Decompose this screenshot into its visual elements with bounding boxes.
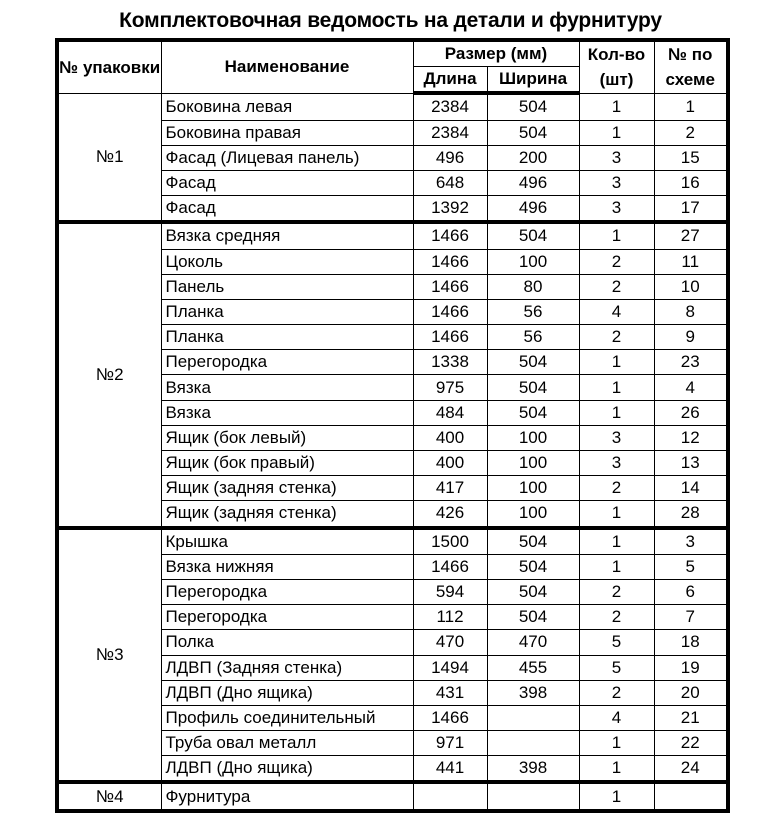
scheme-number: 13 xyxy=(654,451,728,476)
document-title: Комплектовочная ведомость на детали и фурнитуру xyxy=(119,9,662,32)
part-name: Труба овал металл xyxy=(161,731,413,756)
header-length: Длина xyxy=(413,67,487,94)
width: 398 xyxy=(487,756,579,783)
part-name: Ящик (задняя стенка) xyxy=(161,501,413,528)
length: 648 xyxy=(413,170,487,195)
quantity: 1 xyxy=(579,782,654,810)
quantity: 4 xyxy=(579,705,654,730)
scheme-number: 24 xyxy=(654,756,728,783)
part-name: Вязка нижняя xyxy=(161,554,413,579)
part-name: Фасад xyxy=(161,170,413,195)
quantity: 3 xyxy=(579,145,654,170)
scheme-number: 28 xyxy=(654,501,728,528)
width: 504 xyxy=(487,528,579,555)
scheme-number: 15 xyxy=(654,145,728,170)
package-number: №1 xyxy=(57,93,161,222)
width xyxy=(487,782,579,810)
part-name: Крышка xyxy=(161,528,413,555)
parts-table xyxy=(55,38,730,813)
scheme-number: 18 xyxy=(654,630,728,655)
length: 426 xyxy=(413,501,487,528)
length: 971 xyxy=(413,731,487,756)
part-name: Боковина левая xyxy=(161,93,413,120)
quantity: 1 xyxy=(579,350,654,375)
scheme-number: 3 xyxy=(654,528,728,555)
width: 100 xyxy=(487,501,579,528)
width xyxy=(487,731,579,756)
scheme-number: 26 xyxy=(654,400,728,425)
scheme-number: 10 xyxy=(654,274,728,299)
package-number: №4 xyxy=(57,782,161,810)
length: 1500 xyxy=(413,528,487,555)
quantity: 2 xyxy=(579,680,654,705)
part-name: ЛДВП (Дно ящика) xyxy=(161,680,413,705)
width: 504 xyxy=(487,554,579,579)
header-pack: № упаковки xyxy=(57,40,161,93)
quantity: 1 xyxy=(579,120,654,145)
scheme-number: 1 xyxy=(654,93,728,120)
part-name: Перегородка xyxy=(161,350,413,375)
scheme-number: 6 xyxy=(654,579,728,604)
length: 431 xyxy=(413,680,487,705)
part-name: Фурнитура xyxy=(161,782,413,810)
length: 1466 xyxy=(413,249,487,274)
length: 975 xyxy=(413,375,487,400)
part-name: Боковина правая xyxy=(161,120,413,145)
width: 100 xyxy=(487,249,579,274)
quantity: 5 xyxy=(579,630,654,655)
width: 56 xyxy=(487,325,579,350)
quantity: 2 xyxy=(579,605,654,630)
width: 56 xyxy=(487,299,579,324)
part-name: Вязка xyxy=(161,375,413,400)
width: 100 xyxy=(487,425,579,450)
quantity: 2 xyxy=(579,274,654,299)
width: 100 xyxy=(487,451,579,476)
scheme-number: 19 xyxy=(654,655,728,680)
length: 400 xyxy=(413,451,487,476)
quantity: 1 xyxy=(579,554,654,579)
length: 112 xyxy=(413,605,487,630)
width: 80 xyxy=(487,274,579,299)
part-name: Перегородка xyxy=(161,579,413,604)
width: 470 xyxy=(487,630,579,655)
quantity: 2 xyxy=(579,325,654,350)
length: 1466 xyxy=(413,325,487,350)
width: 496 xyxy=(487,170,579,195)
quantity: 1 xyxy=(579,93,654,120)
quantity: 5 xyxy=(579,655,654,680)
width: 504 xyxy=(487,605,579,630)
scheme-number: 12 xyxy=(654,425,728,450)
length xyxy=(413,782,487,810)
scheme-number: 14 xyxy=(654,476,728,501)
width: 504 xyxy=(487,222,579,249)
part-name: Перегородка xyxy=(161,605,413,630)
header-qty: Кол-во (шт) xyxy=(579,40,654,93)
length: 2384 xyxy=(413,120,487,145)
quantity: 2 xyxy=(579,476,654,501)
part-name: Панель xyxy=(161,274,413,299)
part-name: Цоколь xyxy=(161,249,413,274)
part-name: Вязка средняя xyxy=(161,222,413,249)
length: 594 xyxy=(413,579,487,604)
scheme-number: 27 xyxy=(654,222,728,249)
part-name: Ящик (бок левый) xyxy=(161,425,413,450)
length: 1466 xyxy=(413,222,487,249)
length: 417 xyxy=(413,476,487,501)
part-name: Ящик (задняя стенка) xyxy=(161,476,413,501)
part-name: Полка xyxy=(161,630,413,655)
length: 470 xyxy=(413,630,487,655)
part-name: Вязка xyxy=(161,400,413,425)
package-number: №2 xyxy=(57,222,161,527)
quantity: 3 xyxy=(579,170,654,195)
quantity: 1 xyxy=(579,528,654,555)
quantity: 2 xyxy=(579,579,654,604)
length: 441 xyxy=(413,756,487,783)
width: 496 xyxy=(487,196,579,223)
header-width: Ширина xyxy=(487,67,579,94)
scheme-number: 21 xyxy=(654,705,728,730)
part-name: Фасад xyxy=(161,196,413,223)
table-row xyxy=(57,222,728,249)
length: 1494 xyxy=(413,655,487,680)
scheme-number: 9 xyxy=(654,325,728,350)
length: 1338 xyxy=(413,350,487,375)
width xyxy=(487,705,579,730)
quantity: 3 xyxy=(579,451,654,476)
part-name: Планка xyxy=(161,325,413,350)
scheme-number: 4 xyxy=(654,375,728,400)
scheme-number: 5 xyxy=(654,554,728,579)
width: 100 xyxy=(487,476,579,501)
scheme-number: 20 xyxy=(654,680,728,705)
length: 484 xyxy=(413,400,487,425)
table-row xyxy=(57,93,728,120)
scheme-number: 7 xyxy=(654,605,728,630)
length: 1466 xyxy=(413,274,487,299)
width: 504 xyxy=(487,579,579,604)
quantity: 1 xyxy=(579,375,654,400)
quantity: 3 xyxy=(579,425,654,450)
part-name: Ящик (бок правый) xyxy=(161,451,413,476)
part-name: ЛДВП (Задняя стенка) xyxy=(161,655,413,680)
scheme-number: 2 xyxy=(654,120,728,145)
length: 2384 xyxy=(413,93,487,120)
table-row xyxy=(57,528,728,555)
scheme-number: 16 xyxy=(654,170,728,195)
part-name: Профиль соединительный xyxy=(161,705,413,730)
quantity: 3 xyxy=(579,196,654,223)
width: 455 xyxy=(487,655,579,680)
package-number: №3 xyxy=(57,528,161,783)
table-row xyxy=(57,782,728,810)
length: 1392 xyxy=(413,196,487,223)
quantity: 1 xyxy=(579,222,654,249)
part-name: Фасад (Лицевая панель) xyxy=(161,145,413,170)
quantity: 1 xyxy=(579,400,654,425)
scheme-number: 17 xyxy=(654,196,728,223)
scheme-number: 22 xyxy=(654,731,728,756)
length: 1466 xyxy=(413,554,487,579)
width: 504 xyxy=(487,93,579,120)
width: 504 xyxy=(487,120,579,145)
scheme-number: 11 xyxy=(654,249,728,274)
width: 398 xyxy=(487,680,579,705)
quantity: 1 xyxy=(579,756,654,783)
quantity: 4 xyxy=(579,299,654,324)
width: 504 xyxy=(487,350,579,375)
width: 504 xyxy=(487,375,579,400)
part-name: Планка xyxy=(161,299,413,324)
header-scheme: № по схеме xyxy=(654,40,728,93)
length: 496 xyxy=(413,145,487,170)
length: 1466 xyxy=(413,299,487,324)
length: 1466 xyxy=(413,705,487,730)
width: 200 xyxy=(487,145,579,170)
scheme-number: 8 xyxy=(654,299,728,324)
scheme-number xyxy=(654,782,728,810)
quantity: 1 xyxy=(579,501,654,528)
quantity: 1 xyxy=(579,731,654,756)
scheme-number: 23 xyxy=(654,350,728,375)
quantity: 2 xyxy=(579,249,654,274)
length: 400 xyxy=(413,425,487,450)
header-size: Размер (мм) xyxy=(413,40,579,67)
part-name: ЛДВП (Дно ящика) xyxy=(161,756,413,783)
width: 504 xyxy=(487,400,579,425)
header-name: Наименование xyxy=(161,40,413,93)
